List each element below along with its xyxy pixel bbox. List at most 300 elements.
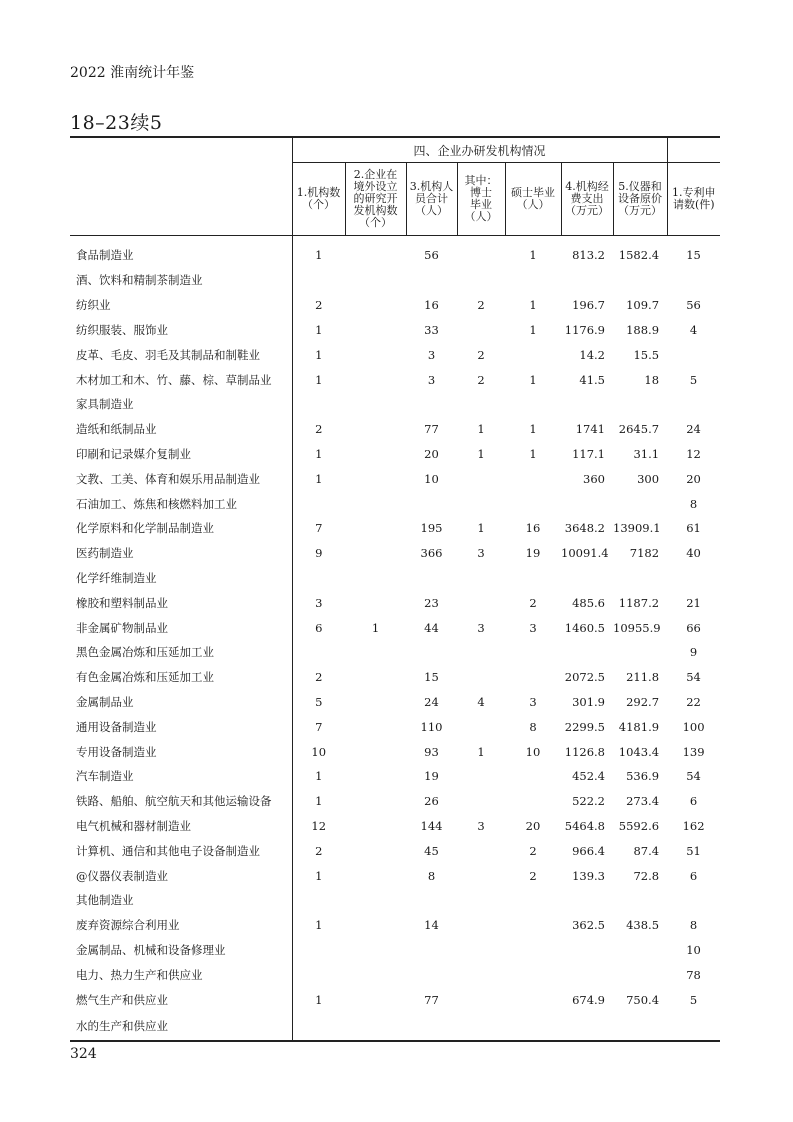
cell-col-8: 78: [686, 967, 701, 982]
cell-col-8: 162: [682, 818, 705, 833]
cell-col-4: [457, 764, 505, 789]
cell-col-7: [613, 491, 667, 516]
cell-col-3: 10: [424, 471, 439, 486]
cell-col-5: [505, 392, 561, 417]
cell-col-1: 1: [315, 992, 323, 1007]
cell-col-3: [406, 392, 457, 417]
cell-col-8: 66: [686, 620, 701, 635]
cell-col-3: 93: [424, 744, 439, 759]
cell-col-4: [457, 714, 505, 739]
cell-col-5: [505, 987, 561, 1012]
cell-col-4: [457, 392, 505, 417]
cell-col-5: [505, 665, 561, 690]
page-number: 324: [70, 1046, 97, 1062]
cell-col-1: 6: [315, 620, 323, 635]
cell-col-4: 2: [477, 347, 485, 362]
cell-col-5: [505, 342, 561, 367]
cell-col-4: [457, 987, 505, 1012]
cell-col-8: 21: [686, 595, 701, 610]
cell-col-4: [457, 236, 505, 269]
row-label: 电力、热力生产和供应业: [70, 962, 292, 987]
cell-col-1: [292, 268, 345, 293]
cell-col-8: 12: [686, 446, 701, 461]
cell-col-7: 536.9: [626, 769, 660, 784]
cell-col-2: [345, 342, 406, 367]
cell-col-7: 13909.1: [613, 521, 661, 536]
cell-col-5: [505, 789, 561, 814]
cell-col-1: 1: [315, 769, 323, 784]
table-row: [70, 417, 720, 442]
row-label: 电气机械和器材制造业: [70, 814, 292, 839]
column-header-4: 其中： 博士 毕业 （人）: [457, 163, 505, 236]
row-label: 家具制造业: [70, 392, 292, 417]
cell-col-6: [561, 888, 613, 913]
cell-col-5: 3: [529, 620, 537, 635]
cell-col-6: 485.6: [572, 595, 605, 610]
cell-col-2: [345, 367, 406, 392]
row-label: 通用设备制造业: [70, 714, 292, 739]
cell-col-8: 51: [686, 843, 701, 858]
cell-col-1: [292, 962, 345, 987]
row-label: 金属制品业: [70, 690, 292, 715]
table-body: [70, 236, 720, 1041]
cell-col-1: 2: [315, 670, 323, 685]
cell-col-6: 1176.9: [564, 322, 605, 337]
cell-col-5: [505, 566, 561, 591]
cell-col-1: [292, 640, 345, 665]
table-row: [70, 615, 720, 640]
cell-col-7: 109.7: [626, 298, 660, 313]
cell-col-4: [457, 863, 505, 888]
cell-col-1: [292, 566, 345, 591]
cell-col-4: 1: [477, 521, 485, 536]
cell-col-5: [505, 962, 561, 987]
cell-col-4: 2: [477, 372, 485, 387]
cell-col-2: [345, 318, 406, 343]
cell-col-3: 24: [424, 694, 439, 709]
cell-col-1: 1: [315, 868, 323, 883]
cell-col-4: 3: [477, 818, 485, 833]
cell-col-7: 87.4: [633, 843, 660, 858]
table-row: [70, 491, 720, 516]
statistics-table: [70, 136, 720, 1042]
cell-col-5: [505, 764, 561, 789]
cell-col-8: 8: [689, 918, 698, 933]
group-header: 四、企业办研发机构情况: [292, 137, 667, 163]
row-label: 化学纤维制造业: [70, 566, 292, 591]
cell-col-6: 3648.2: [564, 521, 605, 536]
cell-col-8: 8: [689, 496, 698, 511]
cell-col-6: [561, 640, 613, 665]
cell-col-2: [345, 466, 406, 491]
cell-col-5: 1: [529, 322, 537, 337]
cell-col-5: [505, 888, 561, 913]
row-label: 水的生产和供应业: [70, 1012, 292, 1041]
cell-col-3: 33: [424, 322, 439, 337]
row-label: 纺织业: [70, 293, 292, 318]
cell-col-5: 1: [529, 422, 537, 437]
cell-col-2: [345, 1012, 406, 1041]
table-row: [70, 863, 720, 888]
table-row: [70, 466, 720, 491]
cell-col-2: [345, 590, 406, 615]
cell-col-1: 1: [315, 446, 323, 461]
row-label: 汽车制造业: [70, 764, 292, 789]
cell-col-8: [667, 268, 720, 293]
cell-col-7: 7182: [629, 546, 660, 561]
cell-col-6: [561, 392, 613, 417]
cell-col-5: [505, 1012, 561, 1041]
row-label: 酒、饮料和精制茶制造业: [70, 268, 292, 293]
cell-col-8: 20: [686, 471, 701, 486]
cell-col-2: [345, 814, 406, 839]
row-label: 石油加工、炼焦和核燃料加工业: [70, 491, 292, 516]
cell-col-3: 77: [424, 992, 439, 1007]
cell-col-6: 813.2: [572, 248, 605, 262]
cell-col-7: [613, 938, 667, 963]
table-row: [70, 938, 720, 963]
cell-col-7: 1187.2: [618, 595, 660, 610]
cell-col-3: [406, 938, 457, 963]
cell-col-4: [457, 665, 505, 690]
cell-col-7: [613, 268, 667, 293]
cell-col-2: [345, 764, 406, 789]
cell-col-6: 522.2: [572, 794, 605, 809]
column-header-5: 硕士毕业 （人）: [505, 163, 561, 236]
cell-col-5: [505, 913, 561, 938]
cell-col-8: [667, 342, 720, 367]
table-row: [70, 392, 720, 417]
cell-col-4: 1: [477, 744, 485, 759]
cell-col-8: 54: [686, 670, 701, 685]
cell-col-8: 139: [682, 744, 705, 759]
cell-col-7: 211.8: [626, 670, 660, 685]
cell-col-5: [505, 640, 561, 665]
cell-col-4: [457, 913, 505, 938]
cell-col-5: 10: [525, 744, 541, 759]
cell-col-2: [345, 293, 406, 318]
table-row: [70, 690, 720, 715]
cell-col-1: 7: [315, 719, 323, 734]
row-label: 纺织服装、服饰业: [70, 318, 292, 343]
cell-col-1: [292, 888, 345, 913]
cell-col-6: 360: [583, 471, 605, 486]
cell-col-8: 61: [686, 521, 701, 536]
cell-col-3: [406, 491, 457, 516]
cell-col-7: [613, 640, 667, 665]
cell-col-3: 45: [424, 843, 439, 858]
cell-col-2: [345, 888, 406, 913]
cell-col-3: 110: [420, 719, 443, 734]
cell-col-2: [345, 392, 406, 417]
row-label: 橡胶和塑料制品业: [70, 590, 292, 615]
table-row: [70, 888, 720, 913]
cell-col-7: 273.4: [626, 794, 660, 809]
row-label: 文教、工美、体育和娱乐用品制造业: [70, 466, 292, 491]
table-row: [70, 789, 720, 814]
cell-col-4: [457, 888, 505, 913]
row-label: 木材加工和木、竹、藤、棕、草制品业: [70, 367, 292, 392]
cell-col-2: [345, 739, 406, 764]
cell-col-2: [345, 690, 406, 715]
cell-col-5: 1: [529, 372, 537, 387]
cell-col-1: 1: [315, 918, 323, 933]
cell-col-1: 2: [315, 298, 323, 313]
table-row: [70, 590, 720, 615]
cell-col-4: [457, 640, 505, 665]
cell-col-7: [613, 1012, 667, 1041]
cell-col-4: [457, 1012, 505, 1041]
cell-col-8: 54: [686, 769, 701, 784]
cell-col-3: 44: [424, 620, 439, 635]
row-label: 化学原料和化学制品制造业: [70, 516, 292, 541]
row-label: 皮革、毛皮、羽毛及其制品和制鞋业: [70, 342, 292, 367]
cell-col-1: 10: [311, 744, 327, 759]
column-header-6: 4.机构经 费支出 （万元）: [561, 163, 613, 236]
cell-col-8: 100: [682, 719, 705, 734]
cell-col-3: 3: [427, 347, 436, 362]
row-label: 燃气生产和供应业: [70, 987, 292, 1012]
table-row: [70, 342, 720, 367]
cell-col-5: 2: [529, 595, 537, 610]
cell-col-6: 139.3: [572, 868, 605, 883]
cell-col-6: 14.2: [579, 347, 605, 362]
row-label: 非金属矿物制品业: [70, 615, 292, 640]
cell-col-8: 22: [686, 694, 701, 709]
table-row: [70, 764, 720, 789]
cell-col-5: 1: [529, 446, 537, 461]
row-label: 食品制造业: [70, 236, 292, 269]
cell-col-8: 56: [686, 298, 701, 313]
cell-col-3: 15: [424, 670, 439, 685]
cell-col-2: [345, 236, 406, 269]
cell-col-6: 196.7: [572, 298, 605, 313]
cell-col-7: [613, 888, 667, 913]
cell-col-8: 15: [686, 248, 701, 262]
cell-col-5: [505, 491, 561, 516]
cell-col-2: [345, 541, 406, 566]
cell-col-1: 5: [315, 694, 323, 709]
cell-col-1: 12: [311, 818, 327, 833]
cell-col-6: [561, 1012, 613, 1041]
table-row: [70, 1012, 720, 1041]
cell-col-7: [613, 962, 667, 987]
row-label: 黑色金属冶炼和压延加工业: [70, 640, 292, 665]
cell-col-2: [345, 516, 406, 541]
cell-col-7: 300: [637, 471, 660, 486]
cell-col-4: 2: [477, 298, 485, 313]
cell-col-4: [457, 318, 505, 343]
cell-col-6: 2299.5: [564, 719, 605, 734]
table-row: [70, 293, 720, 318]
cell-col-8: 9: [689, 645, 698, 660]
cell-col-4: [457, 590, 505, 615]
cell-col-6: 674.9: [572, 992, 605, 1007]
cell-col-8: 6: [689, 868, 698, 883]
table-row: [70, 987, 720, 1012]
cell-col-4: [457, 268, 505, 293]
cell-col-5: 3: [529, 694, 537, 709]
column-header-1: 1.机构数 （个）: [292, 163, 345, 236]
table-row: [70, 665, 720, 690]
row-label: 金属制品、机械和设备修理业: [70, 938, 292, 963]
table-row: [70, 367, 720, 392]
table-row: [70, 566, 720, 591]
cell-col-1: [292, 392, 345, 417]
row-label: 计算机、通信和其他电子设备制造业: [70, 838, 292, 863]
table-row: [70, 814, 720, 839]
row-label: @仪器仪表制造业: [70, 863, 292, 888]
cell-col-6: 1741: [575, 422, 605, 437]
table-row: [70, 739, 720, 764]
table-row: [70, 913, 720, 938]
cell-col-3: [406, 268, 457, 293]
row-label: 专用设备制造业: [70, 739, 292, 764]
cell-col-1: 1: [315, 322, 323, 337]
cell-col-1: [292, 938, 345, 963]
cell-col-3: 23: [424, 595, 439, 610]
cell-col-8: 24: [686, 422, 701, 437]
cell-col-5: 2: [529, 868, 537, 883]
column-header-2: 2.企业在 境外设立 的研究开 发机构数 （个）: [345, 163, 406, 236]
cell-col-3: 19: [424, 769, 439, 784]
cell-col-6: [561, 566, 613, 591]
cell-col-2: [345, 665, 406, 690]
cell-col-7: 188.9: [626, 322, 660, 337]
cell-col-2: [345, 987, 406, 1012]
cell-col-5: [505, 268, 561, 293]
cell-col-7: [613, 566, 667, 591]
cell-col-3: 16: [424, 298, 439, 313]
cell-col-7: 72.8: [633, 868, 660, 883]
cell-col-7: [613, 392, 667, 417]
cell-col-1: 1: [315, 794, 323, 809]
cell-col-4: 4: [477, 694, 485, 709]
cell-col-1: [292, 1012, 345, 1041]
cell-col-5: 19: [525, 546, 541, 561]
cell-col-2: [345, 789, 406, 814]
cell-col-3: 366: [420, 546, 443, 561]
cell-col-7: 750.4: [626, 992, 660, 1007]
cell-col-2: [345, 566, 406, 591]
cell-col-3: 14: [424, 918, 439, 933]
cell-col-6: 41.5: [579, 372, 605, 387]
table-title: 18–23续5: [70, 112, 163, 134]
cell-col-3: 77: [424, 422, 439, 437]
cell-col-4: [457, 466, 505, 491]
cell-col-3: [406, 888, 457, 913]
cell-col-6: 2072.5: [564, 670, 605, 685]
cell-col-3: [406, 1012, 457, 1041]
cell-col-1: 1: [315, 248, 323, 262]
group-header-tail: [667, 137, 720, 163]
cell-col-2: [345, 714, 406, 739]
cell-col-5: 20: [525, 818, 541, 833]
cell-col-2: [345, 268, 406, 293]
cell-col-6: 966.4: [572, 843, 605, 858]
cell-col-6: 117.1: [572, 446, 605, 461]
cell-col-4: 1: [477, 446, 485, 461]
cell-col-4: [457, 962, 505, 987]
cell-col-4: 3: [477, 546, 485, 561]
cell-col-3: 56: [424, 248, 439, 262]
cell-col-2: [345, 640, 406, 665]
cell-col-5: 2: [529, 843, 537, 858]
cell-col-2: [345, 442, 406, 467]
table-row: [70, 236, 720, 269]
cell-col-6: [561, 491, 613, 516]
cell-col-7: 10955.9: [613, 620, 661, 635]
cell-col-8: 5: [689, 992, 698, 1007]
cell-col-8: 40: [686, 546, 701, 561]
cell-col-3: 3: [427, 372, 436, 387]
cell-col-2: 1: [371, 620, 380, 635]
cell-col-6: 1460.5: [564, 620, 605, 635]
table-row: [70, 541, 720, 566]
cell-col-3: [406, 962, 457, 987]
cell-col-2: [345, 863, 406, 888]
row-label: 有色金属冶炼和压延加工业: [70, 665, 292, 690]
cell-col-2: [345, 838, 406, 863]
cell-col-2: [345, 417, 406, 442]
table-row: [70, 268, 720, 293]
cell-col-4: 1: [477, 422, 485, 437]
cell-col-3: 144: [420, 818, 443, 833]
cell-col-6: 362.5: [572, 918, 605, 933]
row-label: 废弃资源综合利用业: [70, 913, 292, 938]
cell-col-3: [406, 640, 457, 665]
table-row: [70, 962, 720, 987]
row-label: 铁路、船舶、航空航天和其他运输设备: [70, 789, 292, 814]
running-head: 2022 淮南统计年鉴: [70, 65, 195, 81]
cell-col-7: 292.7: [626, 694, 660, 709]
cell-col-1: 9: [315, 546, 323, 561]
cell-col-2: [345, 938, 406, 963]
cell-col-8: [667, 1012, 720, 1041]
cell-col-5: 1: [529, 298, 537, 313]
row-label: 印刷和记录媒介复制业: [70, 442, 292, 467]
cell-col-8: 4: [689, 322, 698, 337]
cell-col-6: 1126.8: [564, 744, 605, 759]
cell-col-3: [406, 566, 457, 591]
cell-col-7: 15.5: [633, 347, 660, 362]
cell-col-7: 1582.4: [618, 248, 660, 262]
cell-col-1: 3: [315, 595, 323, 610]
cell-col-8: [667, 392, 720, 417]
table-row: [70, 516, 720, 541]
cell-col-1: [292, 491, 345, 516]
cell-col-8: 6: [689, 794, 698, 809]
cell-col-1: 2: [315, 422, 323, 437]
cell-col-6: 10091.4: [561, 546, 609, 561]
cell-col-6: [561, 962, 613, 987]
cell-col-5: [505, 938, 561, 963]
cell-col-1: 2: [315, 843, 323, 858]
cell-col-4: [457, 938, 505, 963]
cell-col-4: [457, 491, 505, 516]
cell-col-5: 1: [529, 248, 537, 262]
row-label: 医药制造业: [70, 541, 292, 566]
cell-col-6: [561, 268, 613, 293]
cell-col-6: [561, 938, 613, 963]
cell-col-6: 452.4: [572, 769, 605, 784]
cell-col-3: 20: [424, 446, 439, 461]
cell-col-6: 301.9: [572, 694, 605, 709]
row-label: 造纸和纸制品业: [70, 417, 292, 442]
cell-col-8: [667, 566, 720, 591]
cell-col-6: 5464.8: [564, 818, 605, 833]
cell-col-5: [505, 466, 561, 491]
